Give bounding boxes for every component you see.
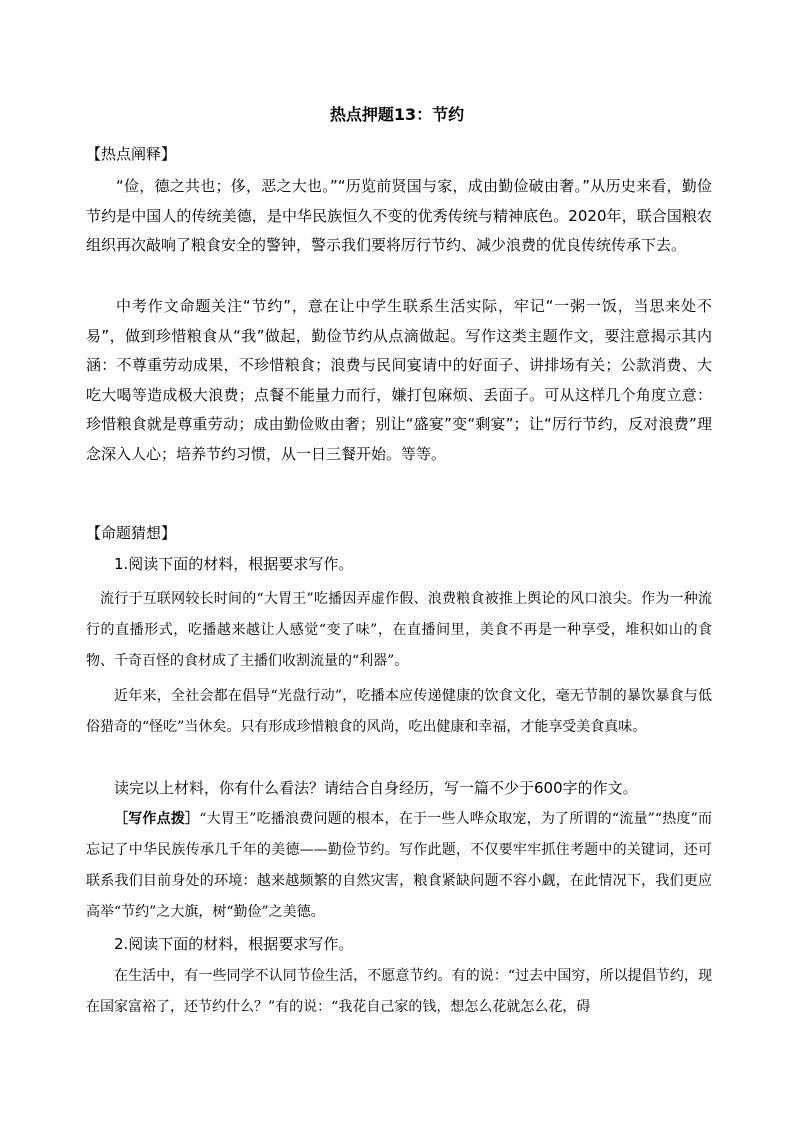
section-heading-explain: 【热点阐释】 [86,145,177,163]
question-1-material-1: 流行于互联网较长时间的“大胃王”吃播因弄虚作假、浪费粮食被推上舆论的风口浪尖。作为一种流行的直播形式，吃播越来越让人感觉“变了味”，在直播间里，美食不再是一种享受，堆积如山的食物、千奇百怪的食材成了主播们收割流量的“利器”。 [86,591,712,669]
question-1-material-2: 近年来，全社会都在倡导“光盘行动”，吃播本应传递健康的饮食文化，毫无节制的暴饮暴食与低俗猎奇的“怪吃”当休矣。只有形成珍惜粮食的风尚，吃出健康和幸福，才能享受美食真味。 [86,688,712,735]
question-1-prompt: 1.阅读下面的材料，根据要求写作。 [114,555,354,573]
writing-tip-label: ［写作点拨］ [114,811,200,827]
question-2-material-1: 在生活中，有一些同学不认同节俭生活，不愿意节约。有的说：“过去中国穷，所以提倡节约，现在国家富裕了，还节约什么？”有的说：“我花自己家的钱，想怎么花就怎么花，碍 [86,968,712,1015]
page-title: 热点押题13：节约 [329,105,465,124]
question-1-task: 读完以上材料，你有什么看法？请结合自身经历，写一篇不少于600字的作文。 [114,779,638,797]
question-1-tip [86,804,712,928]
section-heading-predict: 【命题猜想】 [86,524,177,542]
explain-paragraph-1: “俭，德之共也；侈，恶之大也。”“历览前贤国与家，成由勤俭破由奢。”从历史来看，勤俭节约是中国人的传统美德，是中华民族恒久不变的优秀传统与精神底色。2020年，联合国粮农组织再次敲响了粮食安全的警钟，警示我们要将厉行节约、减少浪费的优良传统传承下去。 [86,177,712,255]
writing-tip-text: “大胃王”吃播浪费问题的根本，在于一些人哗众取宠，为了所谓的“流量”“热度”而忘记了中华民族传承几千年的美德——勤俭节约。写作此题，不仅要牢牢抓住考题中的关键词，还可联系我们目前身处的环境：越来越频繁的自然灾害，粮食紧缺问题不容小觑，在此情况下，我们更应高举“节约”之大旗，树“勤俭”之美德。 [86,811,712,920]
question-2-prompt: 2.阅读下面的材料，根据要求写作。 [114,935,354,953]
explain-paragraph-2: 中考作文命题关注“节约”，意在让中学生联系生活实际，牢记“一粥一饭，当思来处不易”，做到珍惜粮食从“我”做起，勤俭节约从点滴做起。写作这类主题作文，要注意揭示其内涵：不尊重劳动成果，不珍惜粮食；浪费与民间宴请中的好面子、讲排场有关；公款消费、大吃大喝等造成极大浪费；点餐不能量力而行，嫌打包麻烦、丢面子。可从这样几个角度立意：珍惜粮食就是尊重劳动；成由勤俭败由奢；别让“盛宴”变“剩宴”；让“厉行节约，反对浪费”理念深入人心；培养节约习惯，从一日三餐开始。等等。 [86,297,712,463]
